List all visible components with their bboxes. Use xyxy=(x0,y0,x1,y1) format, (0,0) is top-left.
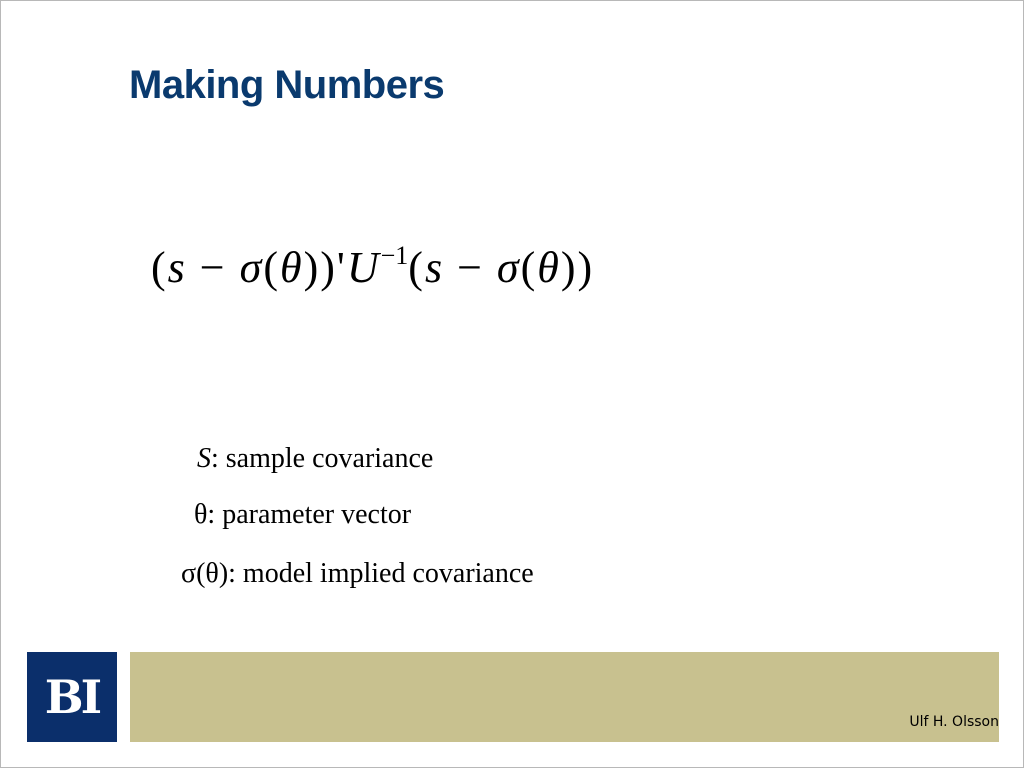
formula-open-paren: ( xyxy=(151,243,168,292)
formula-paren-2: ( xyxy=(520,243,538,292)
formula-sigma-2: σ xyxy=(496,243,521,292)
bi-logo-text: BI xyxy=(44,670,100,724)
author-name: Ulf H. Olsson xyxy=(909,714,999,730)
bi-logo xyxy=(27,652,117,742)
formula-close-transpose: ))' xyxy=(303,243,347,292)
formula-sigma: σ xyxy=(239,243,264,292)
formula-theta-2: θ xyxy=(537,243,561,292)
formula-s-2: s xyxy=(424,243,445,292)
formula-open-paren-2: ( xyxy=(408,243,425,292)
formula-U: U xyxy=(346,243,381,292)
legend-s-text: : sample covariance xyxy=(211,443,434,474)
formula-theta: θ xyxy=(279,243,304,292)
formula-paren: ( xyxy=(263,243,280,292)
slide-title: Making Numbers xyxy=(129,63,445,107)
formula-minus: − xyxy=(186,243,240,292)
formula-minus-2: − xyxy=(444,243,497,292)
legend-s-symbol: S xyxy=(197,443,211,474)
formula-exponent: −1 xyxy=(380,241,409,270)
formula-s: s xyxy=(167,243,187,292)
legend-model-implied-covariance: σ(θ): model implied covariance xyxy=(181,558,534,589)
footer-bar xyxy=(130,652,999,742)
legend-parameter-vector: θ: parameter vector xyxy=(194,499,412,530)
formula xyxy=(151,241,594,293)
formula-close-2: )) xyxy=(560,243,595,292)
legend-sample-covariance xyxy=(197,443,433,475)
